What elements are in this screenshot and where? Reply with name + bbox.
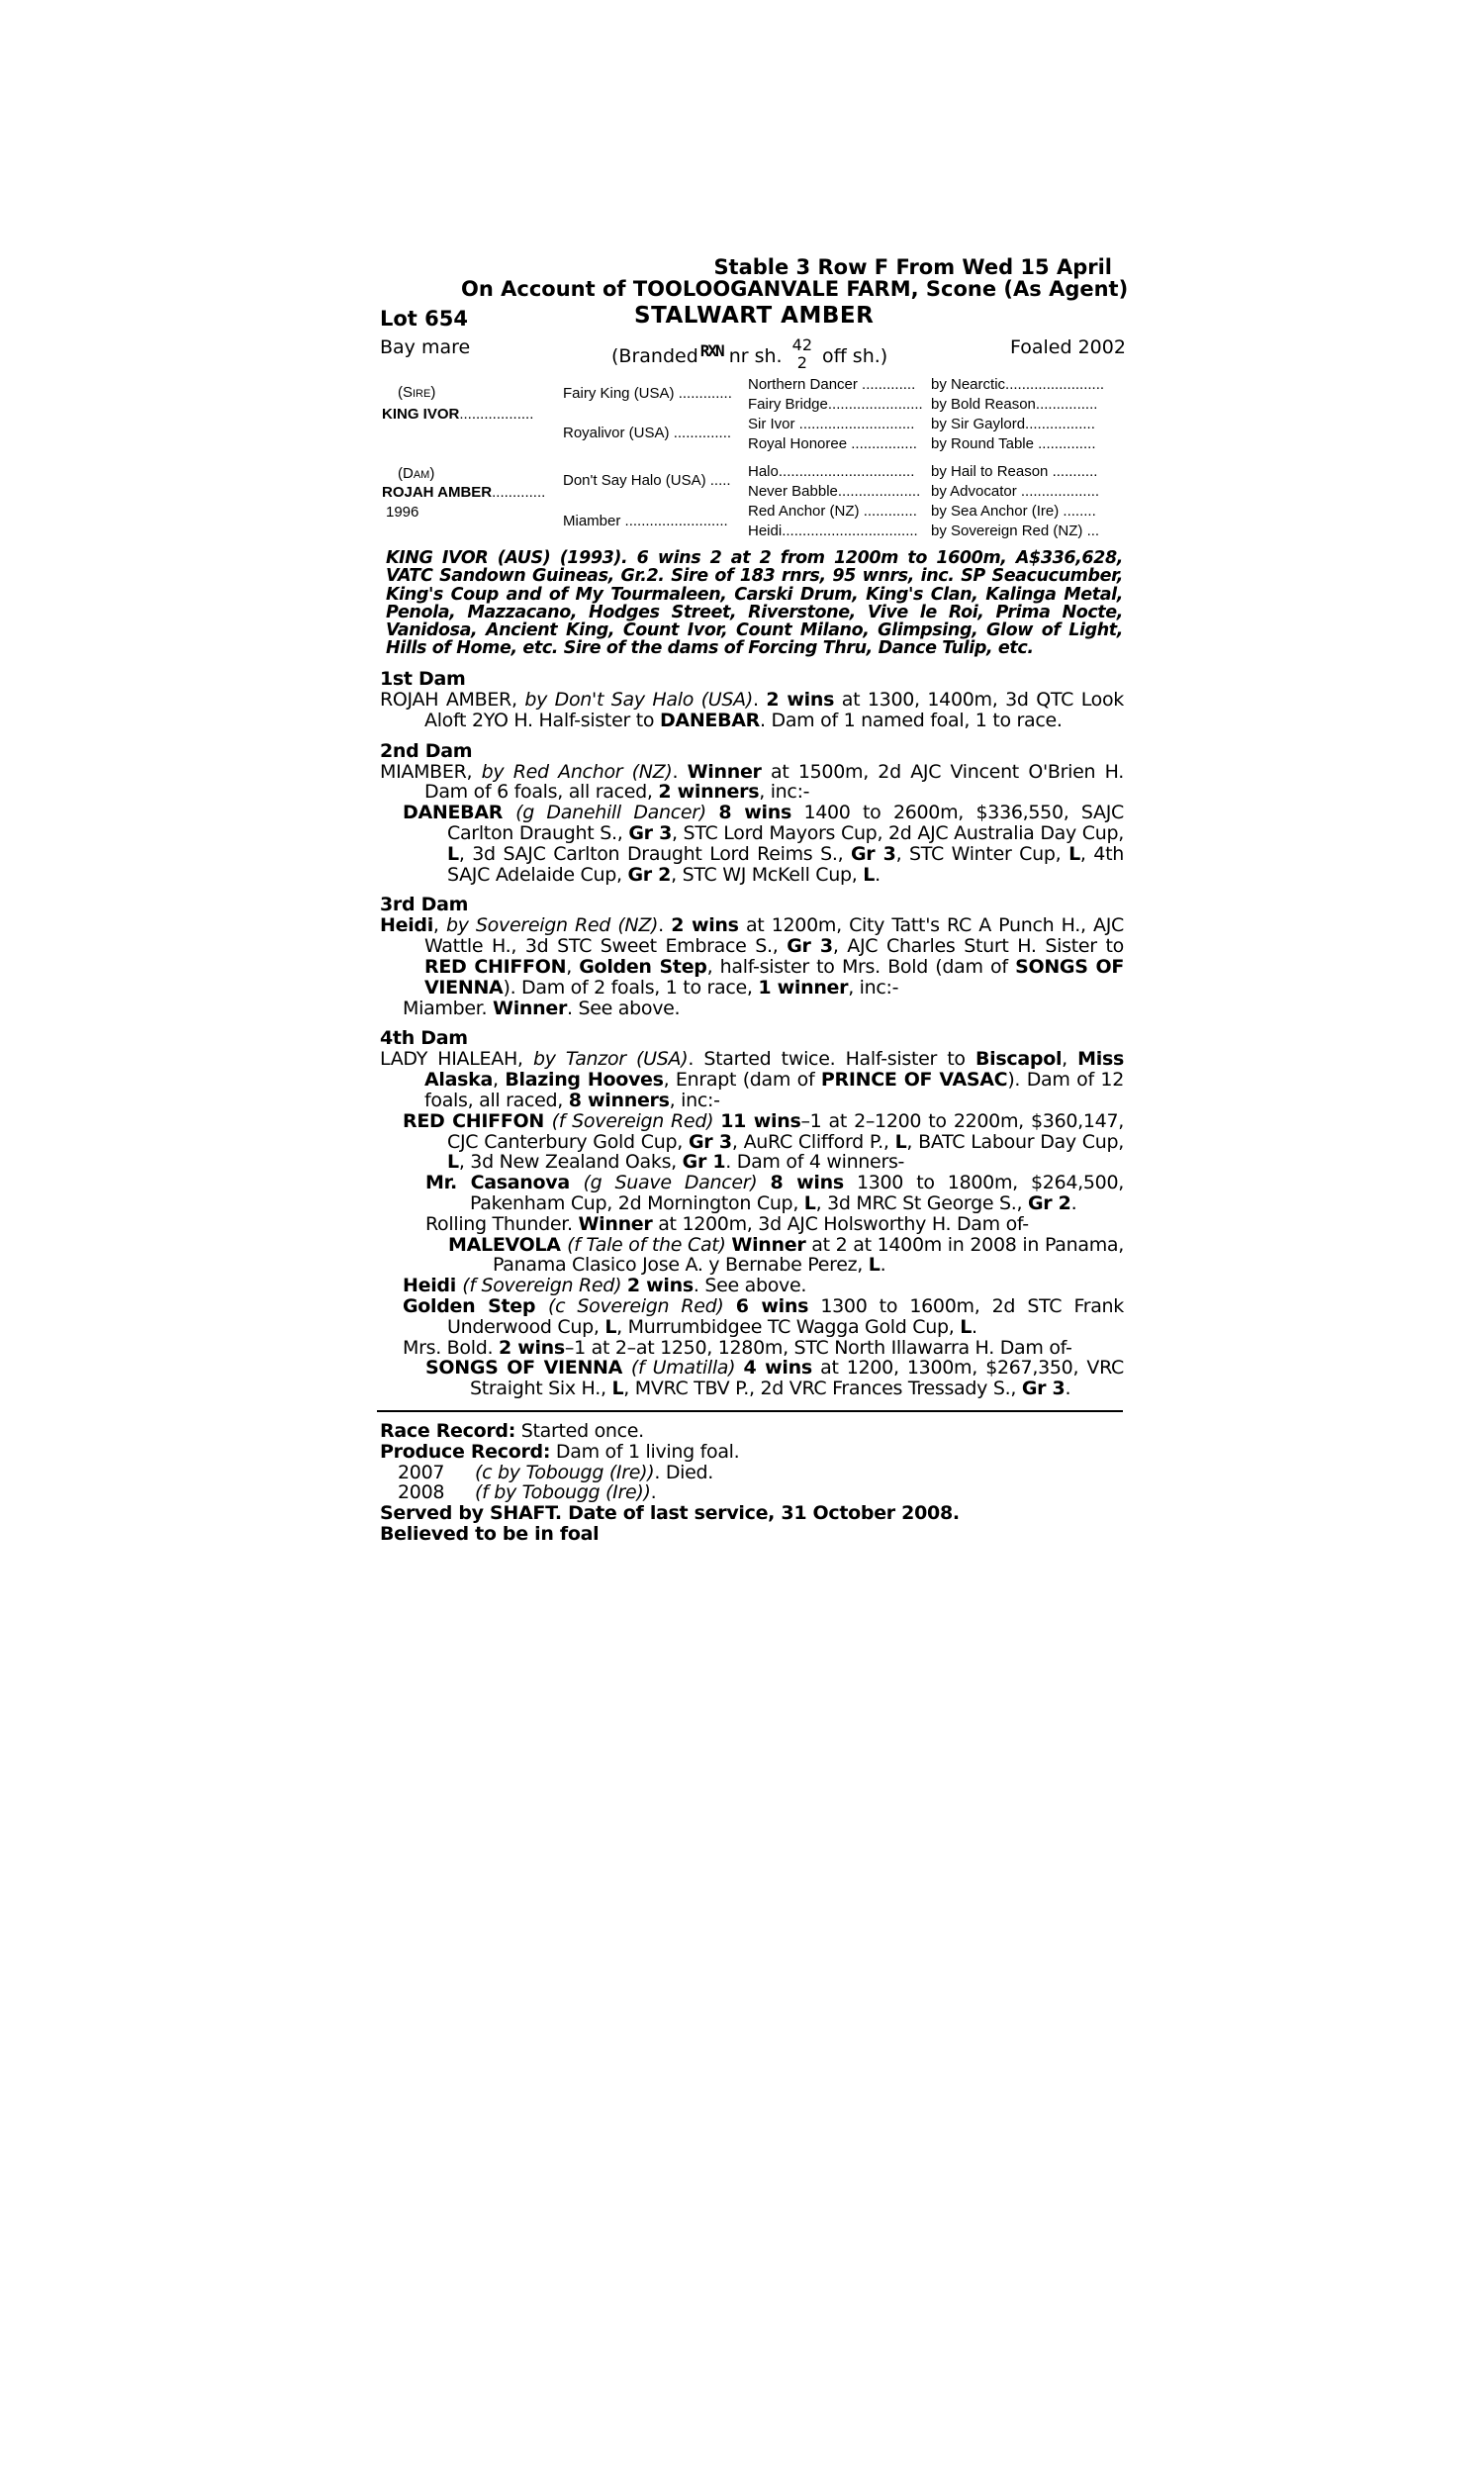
divider xyxy=(377,1410,1123,1412)
gen4-8: by Sovereign Red (NZ) ... xyxy=(931,523,1100,539)
dam-dam: Miamber ......................... xyxy=(563,513,728,529)
family-entry: Rolling Thunder. Winner at 1200m, 3d AJC Holsworthy H. Dam of- xyxy=(425,1212,1029,1235)
section-heading: 3rd Dam xyxy=(380,894,469,916)
horse-sex: Bay mare xyxy=(380,336,471,358)
section-heading: 1st Dam xyxy=(380,668,466,690)
family-entry: MIAMBER, by Red Anchor (NZ). Winner at 1500m, 2d AJC Vincent O'Brien H. Dam of 6 foals, all raced, 2 winners, inc:- xyxy=(380,760,1125,804)
section-heading: 2nd Dam xyxy=(380,739,473,762)
family-entry: Mr. Casanova (g Suave Dancer) 8 wins 1300 to 1800m, $264,500, Pakenham Cup, 2d Mornington Cup, L, 3d MRC St George S., Gr 2. xyxy=(425,1172,1124,1214)
sire-summary: KING IVOR (AUS) (1993). 6 wins 2 at 2 from 1200m to 1600m, A$336,628, VATC Sandown Guineas, Gr.2. Sire of 183 rnrs, 95 wnrs, inc. SP Seacucumber, King's Coup and of My Tourmaleen, Carski Drum, King's Clan, Kalinga Metal, Penola, Mazzacano, Hodges Street, Riverstone, Vive le Roi, Prima Nocte, Vanidosa, Ancient King, Count Ivor, Count Milano, Glimpsing, Glow of Light, Hills of Home, etc. Sire of the dams of Forcing Thru, Dance Tulip, etc. xyxy=(386,548,1123,659)
female-family xyxy=(380,668,1124,1399)
brand-mid: nr sh. xyxy=(728,345,783,367)
gen3-4: Royal Honoree ................ xyxy=(748,435,917,452)
produce-record: Produce Record: Dam of 1 living foal. xyxy=(380,1440,740,1463)
gen4-3: by Sir Gaylord................. xyxy=(931,416,1095,432)
brand-fraction xyxy=(792,336,812,372)
lot-number: Lot 654 xyxy=(380,307,468,331)
family-entry: LADY HIALEAH, by Tanzor (USA). Started twice. Half-sister to Biscapol, Miss Alaska, Blazing Hooves, Enrapt (dam of PRINCE OF VASAC). Dam of 12 foals, all raced, 8 winners, inc:- xyxy=(380,1048,1124,1111)
gen4-5: by Hail to Reason ........... xyxy=(931,463,1098,480)
brand-bottom: 2 xyxy=(796,353,807,372)
family-entry: ROJAH AMBER, by Don't Say Halo (USA). 2 wins at 1300, 1400m, 3d QTC Look Aloft 2YO H. Half-sister to DANEBAR. Dam of 1 named foal, 1 to race. xyxy=(380,689,1125,731)
brand-top: 42 xyxy=(791,335,812,354)
brand-mark: RXN xyxy=(699,341,723,360)
dam-year: 1996 xyxy=(386,504,419,521)
gen4-2: by Bold Reason............... xyxy=(931,396,1098,413)
race-record: Race Record: Started once. xyxy=(380,1420,644,1442)
sire-dam: Royalivor (USA) .............. xyxy=(563,425,732,441)
gen3-1: Northern Dancer ............. xyxy=(748,376,916,393)
section-heading: 4th Dam xyxy=(380,1027,468,1050)
sire-tag: (Sire) xyxy=(398,384,436,401)
gen4-1: by Nearctic........................ xyxy=(931,376,1105,393)
service-note: Served by SHAFT. Date of last service, 31 October 2008. xyxy=(380,1502,960,1525)
in-foal-note: Believed to be in foal xyxy=(380,1522,600,1545)
brand-prefix: (Branded xyxy=(611,345,698,367)
family-entry: Heidi, by Sovereign Red (NZ). 2 wins at 1200m, City Tatt's RC A Punch H., AJC Wattle H., 3d STC Sweet Embrace S., Gr 3, AJC Charles Sturt H. Sister to RED CHIFFON, Golden Step, half-sister to Mrs. Bold (dam of SONGS OF VIENNA). Dam of 2 foals, 1 to race, 1 winner, inc:- xyxy=(380,914,1125,999)
gen4-4: by Round Table .............. xyxy=(931,435,1096,452)
gen4-7: by Sea Anchor (Ire) ........ xyxy=(931,503,1096,520)
family-entry: Golden Step (c Sovereign Red) 6 wins 1300 to 1600m, 2d STC Frank Underwood Cup, L, Murrumbidgee TC Wagga Gold Cup, L. xyxy=(403,1294,1125,1338)
sire-sire: Fairy King (USA) ............. xyxy=(563,385,732,402)
family-entry: DANEBAR (g Danehill Dancer) 8 wins 1400 to 2600m, $336,550, SAJC Carlton Draught S., Gr 3, STC Lord Mayors Cup, 2d AJC Australia Day Cup, L, 3d SAJC Carlton Draught Lord Reims S., Gr 3, STC Winter Cup, L, 4th SAJC Adelaide Cup, Gr 2, STC WJ McKell Cup, L. xyxy=(403,802,1125,886)
dam-sire: Don't Say Halo (USA) ..... xyxy=(563,472,731,489)
vendor-account: On Account of TOOLOOGANVALE FARM, Scone (As Agent) xyxy=(461,277,1129,301)
brand-suffix: off sh.) xyxy=(822,345,888,367)
sire-name: KING IVOR.................. xyxy=(382,406,534,423)
foaled-year: Foaled 2002 xyxy=(1010,336,1126,358)
family-entry: SONGS OF VIENNA (f Umatilla) 4 wins at 1200, 1300m, $267,350, VRC Straight Six H., L, MVRC TBV P., 2d VRC Frances Tressady S., Gr 3. xyxy=(425,1357,1125,1400)
produce-row: 2008 (f by Tobougg (Ire)). xyxy=(398,1481,657,1504)
gen3-8: Heidi................................. xyxy=(748,523,918,539)
family-entry: Heidi (f Sovereign Red) 2 wins. See above. xyxy=(403,1275,807,1297)
gen3-2: Fairy Bridge....................... xyxy=(748,396,923,413)
records xyxy=(380,1421,1124,1545)
family-entry: Mrs. Bold. 2 wins–1 at 2–at 1250, 1280m, STC North Illawarra H. Dam of- xyxy=(403,1336,1072,1359)
family-entry: Miamber. Winner. See above. xyxy=(403,997,681,1019)
gen3-3: Sir Ivor ............................ xyxy=(748,416,915,432)
family-entry: RED CHIFFON (f Sovereign Red) 11 wins–1 at 2–1200 to 2200m, $360,147, CJC Canterbury Gold Cup, Gr 3, AuRC Clifford P., L, BATC Labour Day Cup, L, 3d New Zealand Oaks, Gr 1. Dam of 4 winners- xyxy=(403,1109,1125,1174)
stable-location: Stable 3 Row F From Wed 15 April xyxy=(713,255,1112,279)
gen3-6: Never Babble.................... xyxy=(748,483,921,500)
brand-description xyxy=(611,336,887,372)
horse-name: STALWART AMBER xyxy=(634,303,875,329)
produce-row: 2007 (c by Tobougg (Ire)). Died. xyxy=(398,1461,714,1483)
dam-name: ROJAH AMBER............. xyxy=(382,484,546,501)
family-entry: MALEVOLA (f Tale of the Cat) Winner at 2 at 1400m in 2008 in Panama, Panama Clasico Jose A. y Bernabe Perez, L. xyxy=(448,1233,1124,1277)
gen4-6: by Advocator ................... xyxy=(931,483,1100,500)
gen3-7: Red Anchor (NZ) ............. xyxy=(748,503,917,520)
gen3-5: Halo................................. xyxy=(748,463,915,480)
dam-tag: (Dam) xyxy=(398,465,435,482)
